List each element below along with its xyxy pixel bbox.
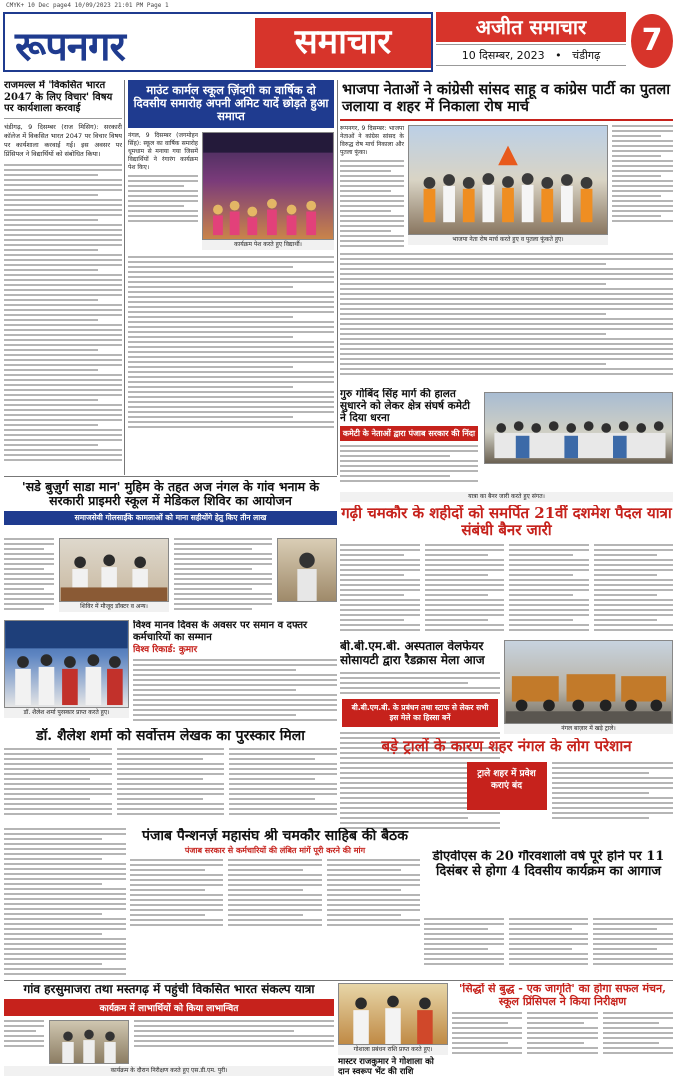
story-pensioners (130, 828, 420, 978)
story-subheadline: कमेटी के नेताओं द्वारा पंजाब सरकार की निंदा (340, 426, 478, 441)
story-columns (340, 544, 673, 631)
story-headline-banner: माउंट कार्मल स्कूल ज़िंदगी का वार्षिक दो दिवसीय समारोह अपनी अमिट यादें छोड़ते हुआ समाप्त (128, 80, 334, 128)
story-text-lines (4, 828, 126, 975)
callout-box: ट्राले शहर में प्रवेश कराएं बंद (467, 762, 547, 810)
story-columns (4, 748, 337, 815)
masthead-title-right: समाचार (255, 18, 431, 68)
masthead-info (436, 12, 674, 72)
story-gaushala-donation (338, 983, 448, 1087)
medical-camp-photo-2 (277, 538, 337, 602)
issue-date: 10 दिसम्बर, 2023 • चंडीगढ़ (436, 44, 626, 66)
story-left-bottom-text (4, 828, 126, 978)
yatra-photo (49, 1020, 129, 1064)
story-medical-camp (4, 480, 337, 535)
page-number: 7 (631, 14, 673, 68)
story-columns (130, 859, 420, 926)
city-text: चंडीगढ़ (572, 49, 601, 62)
story-headline: राजमल्ल में 'विकसित भारत 2047 के लिए विचार' विषय पर कार्यशाला करवाई (4, 80, 122, 119)
photo-caption: गोशाला प्रबंधन राशि प्राप्त करते हुए। (338, 1045, 448, 1055)
photo-caption: कार्यक्रम पेश करते हुए विद्यार्थी। (202, 240, 334, 250)
callout-box: बी.बी.एम.बी. के प्रबंधन तथा स्टाफ से लेकर सभी इस मेले का हिस्सा बनें (342, 699, 498, 727)
masthead (3, 12, 674, 72)
trolleys-photo (504, 640, 673, 724)
stage-performance-photo (202, 132, 334, 240)
story-headline: विश्व मानव दिवस के अवसर पर समान व दफ्तर कर्मचारियों का सम्मान (133, 620, 308, 643)
story-dashmesh-yatra (340, 505, 673, 640)
story-text-lines (128, 132, 198, 250)
story-award-photo-block (4, 620, 129, 724)
story-subheadline: समाजसेवी गोलसाईंके कामलाओं को माना सहीयोंगे हेतु किए तीन लाख (4, 511, 337, 525)
story-text-lines (4, 164, 122, 461)
story-world-human-day (133, 620, 337, 724)
story-trolleys-body (340, 762, 673, 832)
photo-caption: कार्यक्रम के दौरान निरीक्षण करते हुए एस.डी.एम. पुरी। (4, 1066, 334, 1076)
column-rule (337, 80, 338, 475)
story-headline: बड़े ट्रालों के कारण शहर नंगल के लोग परेशान (381, 738, 632, 755)
newspaper-name: अजीत समाचार (436, 12, 626, 42)
photo-caption: यात्रा का बैनर जारी करते हुए संगत। (340, 492, 673, 502)
story-headline: पंजाब पैन्शनर्ज़ महासंघ श्री चमकौर साहिब की बैठक (142, 828, 408, 844)
story-columns (340, 762, 673, 819)
story-headline: गुरु गोबिंद सिंह मार्ग की हालत सुधारने को लेकर क्षेत्र संघर्ष कमेटी ने दिया धरना (340, 388, 470, 425)
story-davs-anniversary (424, 850, 673, 920)
story-headline: डॉ. शैलेश शर्मा को सर्वोत्तम लेखक का पुरस्कार मिला (36, 728, 305, 744)
story-text-lines (340, 445, 478, 482)
story-headline: बी.बी.एम.बी. अस्पताल वेलफेयर सोसायटी द्वारा रैडक्रास मेला आज (340, 640, 485, 667)
story-medical-camp-body (4, 538, 337, 616)
section-rule (4, 980, 673, 981)
donation-photo (338, 983, 448, 1045)
story-best-writer (4, 728, 337, 824)
story-text-lines-right (612, 125, 673, 247)
photo-caption: डॉ. शैलेश शर्मा पुरस्कार प्राप्त करते हुए। (4, 708, 129, 718)
story-text-lines (340, 125, 404, 247)
masthead-title-left: रूपनगर (15, 23, 125, 70)
date-text: 10 दिसम्बर, 2023 (461, 49, 545, 62)
story-text-lines-2 (340, 253, 673, 375)
section-rule (4, 476, 337, 477)
story-stage-play (452, 983, 673, 1087)
story-headline: 'सिद्धों से बुद्ध - एक जागृति' का होगा सफल मंचन, स्कूल प्रिंसिपल ने किया निरीक्षण (459, 983, 666, 1008)
story-sankalp-yatra (4, 983, 334, 1087)
medical-camp-photo (59, 538, 169, 602)
story-subheadline: कार्यक्रम में लाभार्थियों को किया लाभान्वित (4, 999, 334, 1016)
story-davs-body (424, 918, 673, 978)
story-headline: मास्टर राजकुमार ने गोशाला को दान स्वरूप भेंट की राशि (338, 1057, 434, 1077)
story-mount-carmel (128, 80, 334, 470)
masthead-title-box (3, 12, 433, 72)
story-columns (424, 918, 673, 965)
story-subheadline: पंजाब सरकार से कर्मचारियों की लंबित मांगें पूरी करने की मांग (184, 845, 366, 856)
photo-caption: शिविर में मौजूद डॉक्टर व अन्य। (59, 602, 169, 612)
protest-photo (408, 125, 608, 235)
story-headline: डीएवीएस के 20 गौरवशाली वर्ष पूरे होने पर 11 दिसंबर से होगा 4 दिवसीय कार्यक्रम का आगाज (432, 850, 665, 879)
story-headline: 'सडे बुज़ुर्ग साडा मान' मुहिम के तहत अज नंगल के गांव भनाम के सरकारी प्राइमरी स्कूल में मेडिकल शिविर का आयोजन (21, 480, 320, 509)
story-body: रूपनगर, 9 दिसम्बर: भाजपा नेताओं ने कांग्रेस सांसद के विरुद्ध रोष मार्च निकाला और पुतला फूंका। (340, 125, 404, 157)
story-headline: भाजपा नेताओं ने कांग्रेसी सांसद साहू व कांग्रेस पार्टी का पुतला जलाया व शहर में निकाला रोष मार्च (340, 80, 673, 121)
story-text-lines (340, 672, 500, 694)
story-body: चंडीगढ़, 9 दिसम्बर (राज मिसिग): सरकारी कॉलेज में विकसित भारत 2047 पर विचार विषय पर कार्यशाला करवाई गई। इस अवसर पर प्रिंसिपल ने विद्यार्थियों को संबोधित किया। (4, 122, 122, 158)
photo-caption: नंगल बाज़ार में खड़े ट्राले। (504, 724, 673, 734)
photo-caption: भाजपा नेता रोष मार्च करते हुए व पुतला फूंकते हुए। (408, 235, 608, 245)
story-text-lines (133, 659, 337, 721)
story-headline: गढ़ी चमकौर के शहीदों को समर्पित 21वीं दशमेश पैदल यात्रा संबंधी बैनर जारी (341, 505, 672, 540)
story-subheadline: विश्व रिकार्ड: कुमार (133, 645, 198, 655)
print-slug: CMYK+ 10 Dec page4 10/09/2023 21:01 PM Page 1 (6, 2, 169, 9)
story-trolley-photo-block (504, 640, 673, 736)
column-rule (124, 80, 125, 475)
story-bjp-protest (340, 80, 673, 380)
story-road-dharna (340, 388, 478, 492)
story-vikasit-bharat (4, 80, 122, 470)
award-ceremony-photo (4, 620, 129, 708)
dharna-photo (484, 392, 673, 464)
story-headline: गांव हरसुमाजरा तथा मस्तगढ़ में पहुंची विकसित भारत संकल्प यात्रा (23, 983, 315, 996)
story-text-lines-2 (128, 256, 334, 428)
story-columns (452, 1012, 673, 1054)
story-body: नंगल, 9 दिसम्बर (जगमोहन सिंह): स्कूल का वार्षिक समारोह धूमधाम से मनाया गया जिसमें विद्यार्थियों ने रंगारंग कार्यक्रम पेश किए। (128, 131, 198, 171)
